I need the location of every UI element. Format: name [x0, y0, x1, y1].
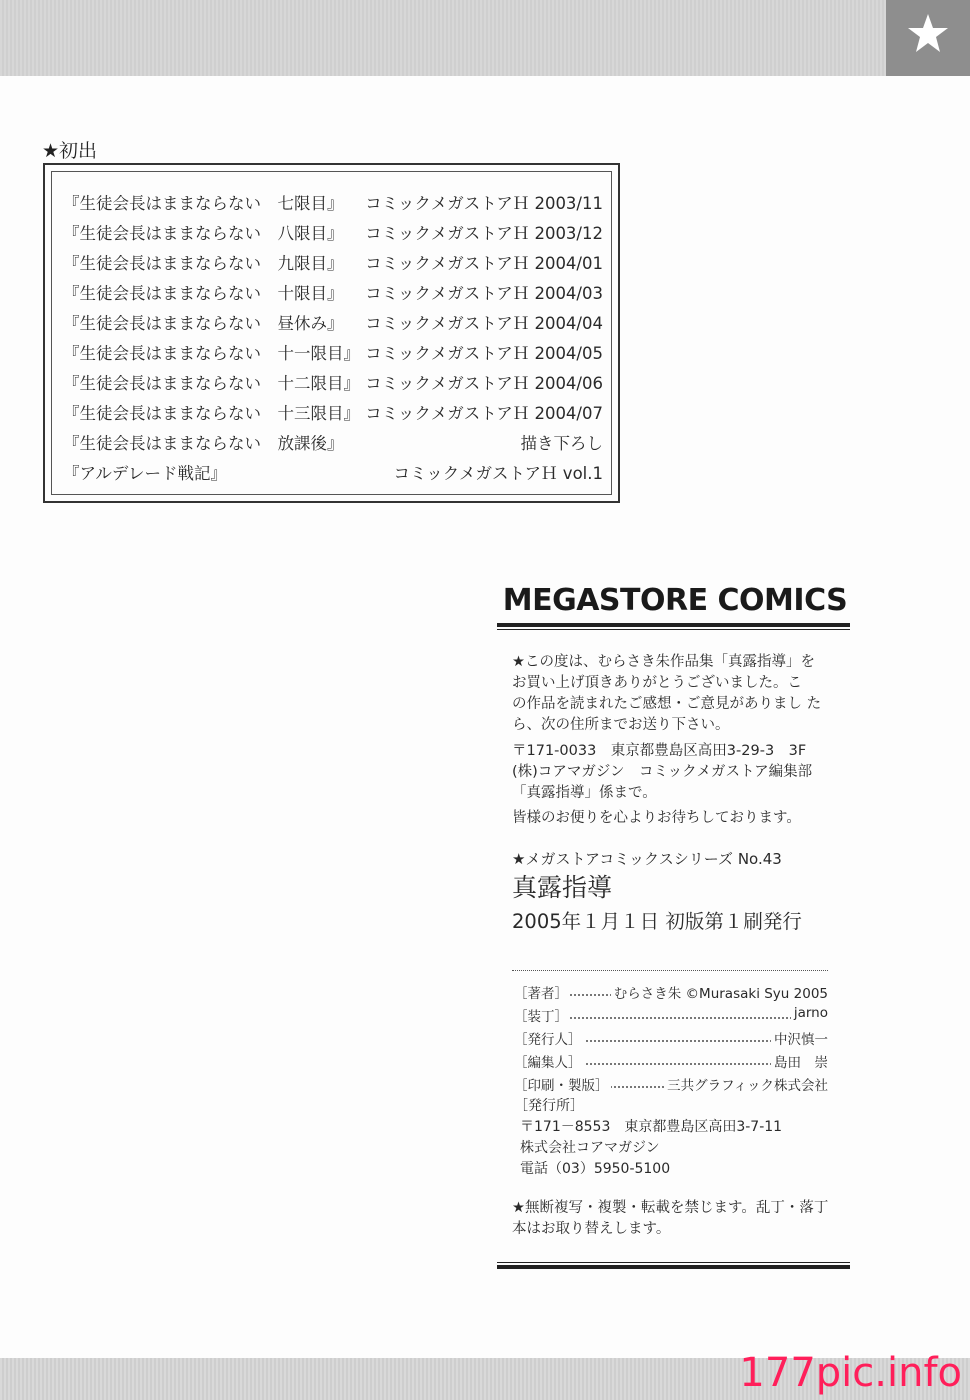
message-line: ら、次の住所までお送り下さい。	[512, 717, 730, 733]
pub-source: コミックメガストアＨ 2004/01	[365, 254, 603, 273]
notice-line: ★無断複写・複製・転載を禁じます。乱丁・落丁	[512, 1200, 829, 1216]
pub-title: 『生徒会長はままならない 七限目』	[63, 194, 344, 213]
publisher-label: ［発行所］	[514, 1098, 584, 1114]
pub-source: コミックメガストアＨ 2004/03	[365, 284, 603, 303]
list-item	[63, 310, 603, 340]
pub-source: コミックメガストアＨ 2003/11	[365, 194, 603, 213]
credit-row	[514, 1051, 828, 1071]
brand-divider	[497, 623, 850, 627]
pub-title: 『生徒会長はままならない 九限目』	[63, 254, 344, 273]
credit-row	[514, 1005, 828, 1025]
book-title: 真露指導	[512, 873, 613, 902]
closing-text: 皆様のお便りを心よりお待ちしております。	[512, 810, 801, 826]
brand-divider	[497, 629, 850, 630]
message-line: ★この度は、むらさき朱作品集「真露指導」を	[512, 654, 815, 670]
pub-title: 『アルデレード戦記』	[63, 464, 228, 483]
pub-source: 描き下ろし	[520, 434, 603, 453]
list-item	[63, 430, 603, 460]
watermark: 177pic.info	[739, 1350, 962, 1396]
list-item	[63, 280, 603, 310]
message-line: お買い上げ頂きありがとうございました。こ	[512, 675, 802, 691]
first-published-box	[43, 163, 620, 503]
star-icon	[906, 12, 950, 56]
list-item	[63, 460, 603, 490]
editorial-address: (株)コアマガジン コミックメガストア編集部	[512, 764, 813, 780]
list-item	[63, 190, 603, 220]
pub-source: コミックメガストアＨ 2003/12	[365, 224, 603, 243]
credit-label: ［著者］	[514, 982, 570, 1002]
list-item	[63, 340, 603, 370]
pub-title: 『生徒会長はままならない 昼休み』	[63, 314, 344, 333]
footer-divider	[497, 1265, 850, 1269]
credits-divider	[512, 970, 828, 971]
credit-value: 中沢慎一	[771, 1028, 828, 1048]
pub-title: 『生徒会長はままならない 八限目』	[63, 224, 344, 243]
credit-label: ［編集人］	[514, 1051, 584, 1071]
credit-label: ［印刷・製版］	[514, 1074, 611, 1094]
list-item	[63, 370, 603, 400]
series-label: ★メガストアコミックスシリーズ No.43	[512, 850, 782, 868]
first-published-heading: ★初出	[42, 140, 98, 162]
publisher-company: 株式会社コアマガジン	[520, 1140, 660, 1156]
credit-value: 島田 崇	[771, 1051, 828, 1071]
credit-row	[514, 1074, 828, 1094]
publisher-phone: 電話（03）5950-5100	[520, 1161, 671, 1177]
pub-source: コミックメガストアＨ 2004/07	[365, 404, 603, 423]
credit-value: 三共グラフィック株式会社	[664, 1074, 828, 1094]
footer-divider	[497, 1262, 850, 1263]
pub-title: 『生徒会長はままならない 十二限目』	[63, 374, 360, 393]
publisher-postal: 〒171－8553 東京都豊島区高田3-7-11	[520, 1119, 783, 1135]
pub-title: 『生徒会長はままならない 十限目』	[63, 284, 344, 303]
credit-label: ［発行人］	[514, 1028, 584, 1048]
pub-source: コミックメガストアＨ vol.1	[393, 464, 603, 483]
credit-row	[514, 982, 828, 1002]
editorial-address: 〒171-0033 東京都豊島区高田3-29-3 3F	[512, 743, 807, 759]
credit-value: むらさき朱 ©Murasaki Syu 2005	[611, 982, 828, 1002]
top-band	[0, 0, 970, 76]
list-item	[63, 220, 603, 250]
edition-date: 2005年１月１日 初版第１刷発行	[512, 910, 802, 933]
pub-source: コミックメガストアＨ 2004/06	[365, 374, 603, 393]
corner-tab	[886, 0, 970, 76]
pub-title: 『生徒会長はままならない 放課後』	[63, 434, 344, 453]
brand-logo: MEGASTORE COMICS	[502, 583, 848, 618]
notice-line: 本はお取り替えします。	[512, 1221, 671, 1237]
credit-value: jarno	[791, 1005, 828, 1021]
list-item	[63, 250, 603, 280]
pub-source: コミックメガストアＨ 2004/04	[365, 314, 603, 333]
message-line: の作品を読まれたご感想・ご意見がありまし た	[512, 696, 822, 712]
pub-title: 『生徒会長はままならない 十三限目』	[63, 404, 360, 423]
pub-title: 『生徒会長はままならない 十一限目』	[63, 344, 360, 363]
credit-row	[514, 1028, 828, 1048]
list-item	[63, 400, 603, 430]
editorial-address: 「真露指導」係まで。	[512, 785, 657, 801]
pub-source: コミックメガストアＨ 2004/05	[365, 344, 603, 363]
credit-label: ［装丁］	[514, 1005, 570, 1025]
